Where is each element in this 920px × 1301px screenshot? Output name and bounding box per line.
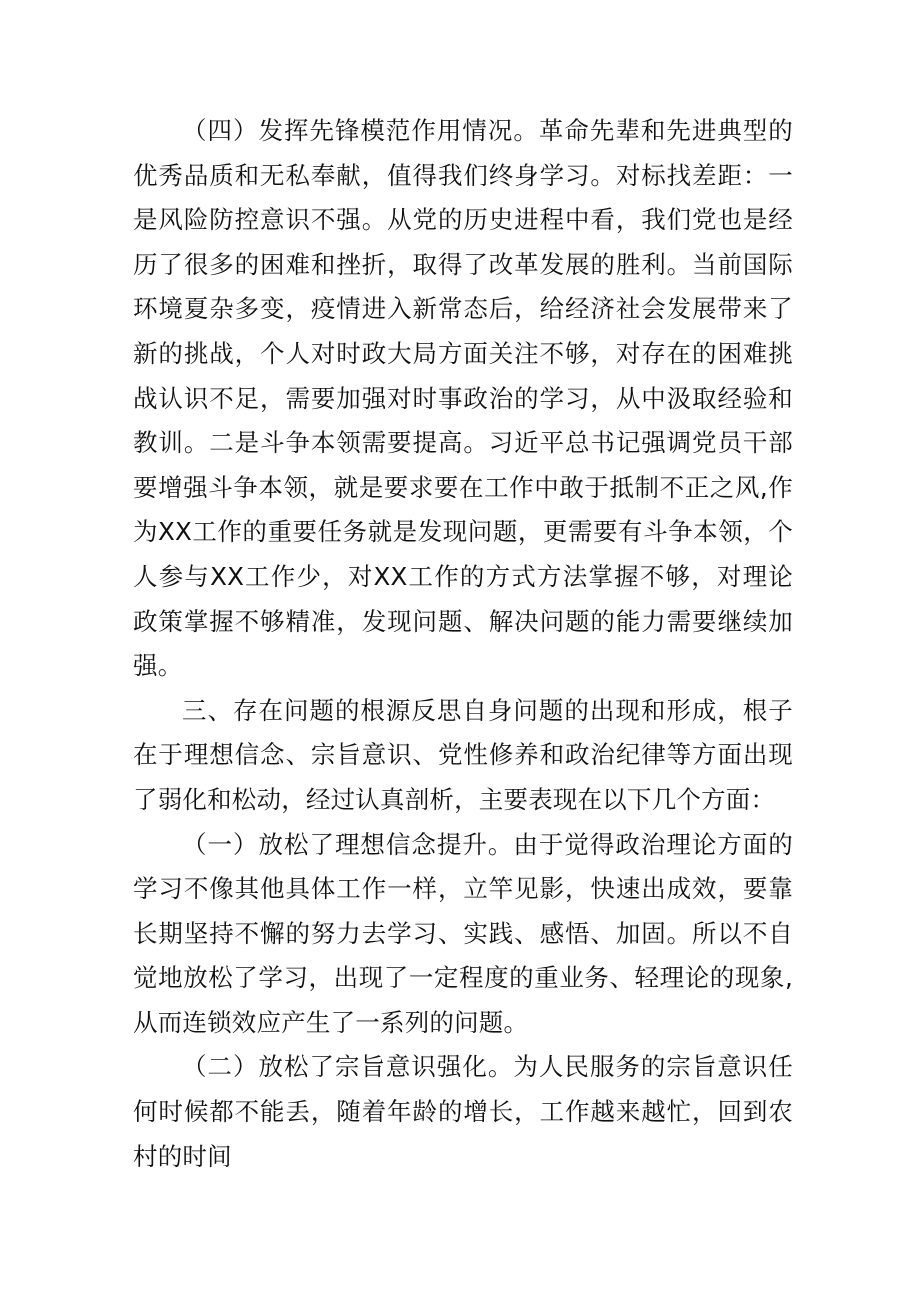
paragraph-2-purpose-awareness: （二）放松了宗旨意识强化。为人民服务的宗旨意识任何时候都不能丢，随着年龄的增长，工作越来越忙，回到农村的时间 <box>133 1052 793 1171</box>
document-body <box>133 109 793 1179</box>
paragraph-4-vanguard-role: （四）发挥先锋模范作用情况。革命先辈和先进典型的优秀品质和无私奉献，值得我们终身学习。对标找差距：一是风险防控意识不强。从党的历史进程中看，我们党也是经历了很多的困难和挫折，取得了改革发展的胜利。当前国际环境夏杂多变，疫情进入新常态后，给经济社会发展带来了新的挑战，个人对时政大局方面关注不够，对存在的困难挑战认识不足，需要加强对时事政治的学习，从中汲取经验和教训。二是斗争本领需要提高。习近平总书记强调党员干部要增强斗争本领，就是要求要在工作中敢于抵制不正之风,作为XX工作的重要任务就是发现问题，更需要有斗争本领，个人参与XX工作少，对XX工作的方式方法掌握不够，对理论政策掌握不够精准，发现问题、解决问题的能力需要继续加强。 <box>133 116 793 681</box>
paragraph-section-3-root-causes: 三、存在问题的根源反思自身问题的出现和形成，根子在于理想信念、宗旨意识、党性修养和政治纪律等方面出现了弱化和松动，经过认真剖析，主要表现在以下几个方面： <box>133 695 793 814</box>
paragraph-1-ideals-beliefs: （一）放松了理想信念提升。由于觉得政治理论方面的学习不像其他具体工作一样，立竿见影，快速出成效，要靠长期坚持不懈的努力去学习、实践、感悟、加固。所以不自觉地放松了学习，出现了一定程度的重业务、轻理论的现象,从而连锁效应产生了一系列的问题。 <box>133 829 793 1037</box>
